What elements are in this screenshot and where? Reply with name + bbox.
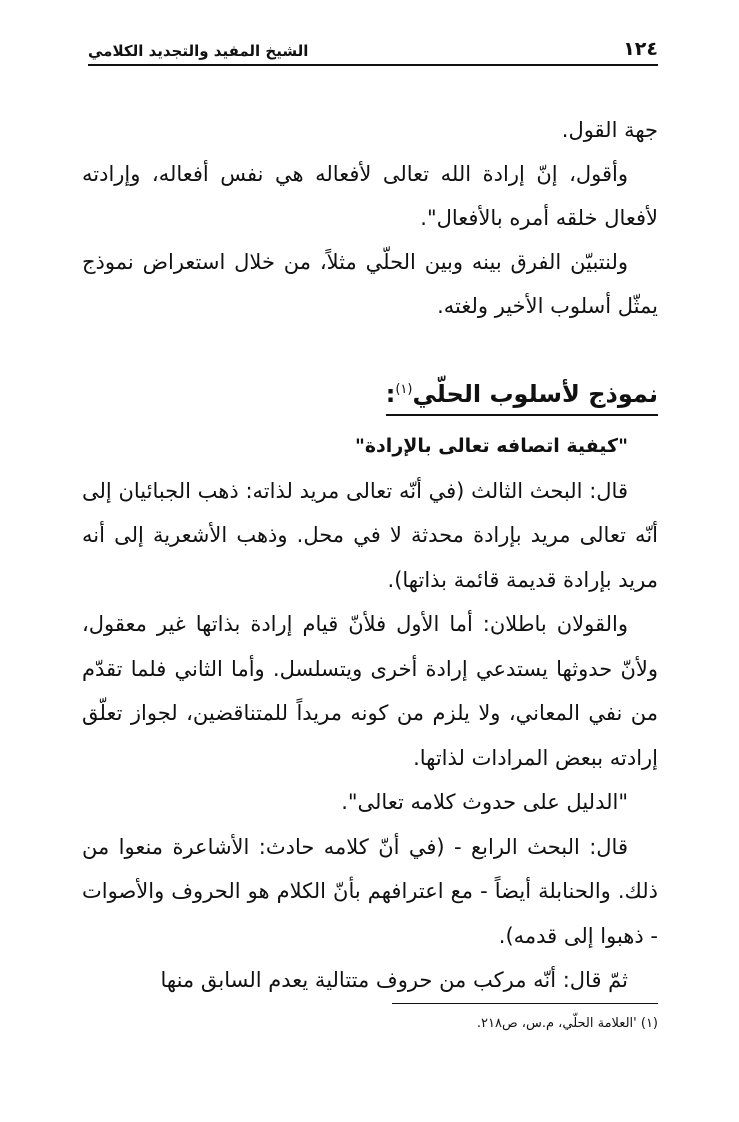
running-header bbox=[88, 30, 658, 66]
paragraph-4: قال: البحث الثالث (في أنّه تعالى مريد لذاته: ذهب الجبائيان إلى أنّه تعالى مريد بإرادة محدثة لا في محل. وذهب الأشعرية إلى أنه مريد بإرادة قديمة قائمة بذاتها). bbox=[82, 478, 658, 592]
footnote: (١) 'العلامة الحلّي، م.س، ص٢١٨. bbox=[476, 1016, 658, 1031]
paragraph-6: قال: البحث الرابع - (في أنّ كلامه حادث: الأشاعرة منعوا من ذلك. والحنابلة أيضاً - مع اعترافهم بأنّ الكلام هو الحروف والأصوات - ذهبوا إلى قدمه). bbox=[82, 834, 658, 948]
body-text-top bbox=[82, 108, 658, 328]
paragraph-5: والقولان باطلان: أما الأول فلأنّ قيام إرادة بذاتها غير معقول، ولأنّ حدوثها يستدعي إرادة أخرى ويتسلسل. وأما الثاني فلما تقدّم من نفي المعاني، ولا يلزم من كونه مريداً للمتناقضين، لجواز تعلّق إرادته ببعض المرادات لذاتها. bbox=[82, 612, 658, 770]
page-number: ١٢٤ bbox=[623, 38, 658, 60]
footnote-divider bbox=[392, 1003, 658, 1004]
section-heading-text: نموذج لأسلوب الحلّي bbox=[412, 380, 658, 408]
footnote-reference[interactable]: (١) bbox=[395, 382, 413, 397]
body-text-bottom bbox=[82, 424, 658, 1003]
paragraph-3: ولنتبيّن الفرق بينه وبين الحلّي مثلاً، من خلال استعراض نموذج يمثّل أسلوب الأخير ولغته. bbox=[82, 250, 658, 318]
running-title: الشيخ المفيد والتجديد الكلامي bbox=[88, 42, 309, 60]
paragraph-2: وأقول، إنّ إرادة الله تعالى لأفعاله هي نفس أفعاله، وإرادته لأفعال خلقه أمره بالأفعال". bbox=[82, 162, 658, 230]
paragraph-1: جهة القول. bbox=[561, 118, 658, 142]
subheading-will: "كيفية اتصافه تعالى بالإرادة" bbox=[354, 435, 628, 457]
paragraph-7: ثمّ قال: أنّه مركب من حروف متتالية يعدم السابق منها bbox=[160, 968, 628, 992]
section-heading-colon: : bbox=[385, 380, 396, 408]
subheading-speech: "الدليل على حدوث كلامه تعالى". bbox=[341, 790, 628, 814]
section-heading bbox=[386, 372, 658, 416]
